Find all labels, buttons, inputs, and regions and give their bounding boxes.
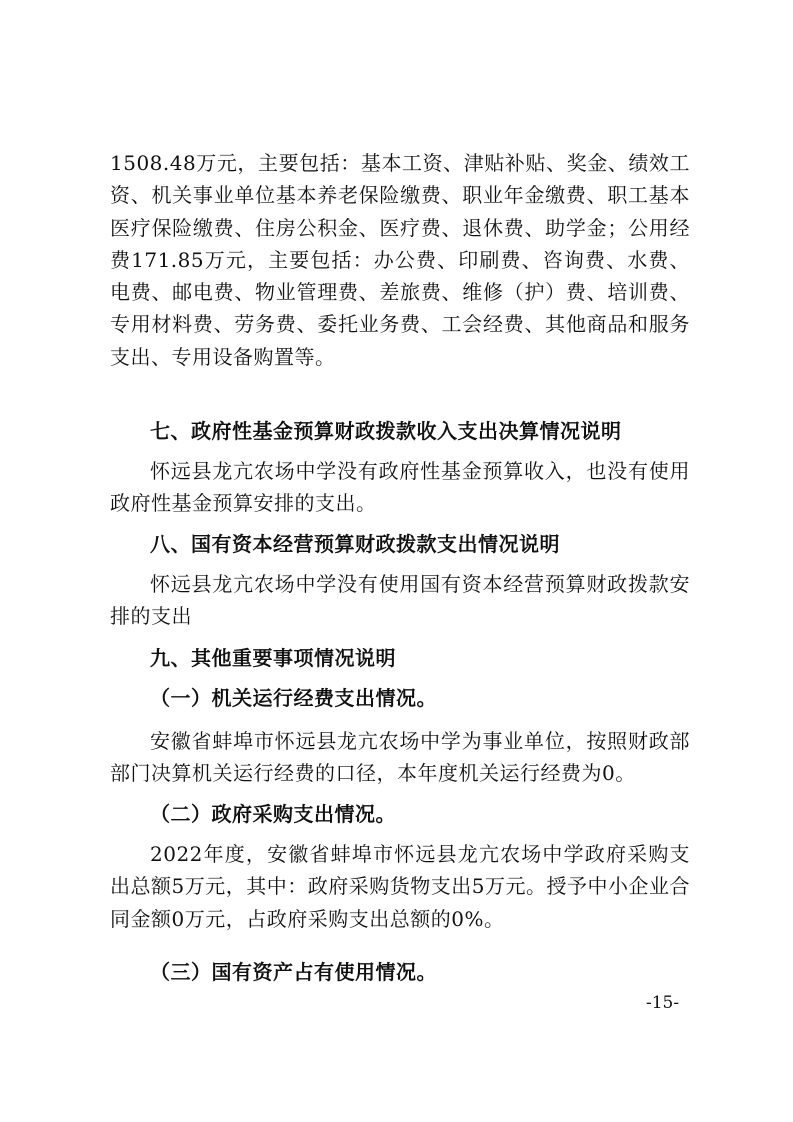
body-paragraph-subsection-2: 2022年度，安徽省蚌埠市怀远县龙亢农场中学政府采购支出总额5万元，其中：政府采购货物支出5万元。授予中小企业合同金额0万元，占政府采购支出总额的0%。 [110,842,690,931]
body-paragraph-subsection-1: 安徽省蚌埠市怀远县龙亢农场中学为事业单位，按照财政部部门决算机关运行经费的口径，本年度机关运行经费为0。 [110,729,690,786]
section-heading-9: 九、其他重要事项情况说明 [150,646,396,670]
page-number: -15- [646,993,680,1013]
section-heading-7: 七、政府性基金预算财政拨款收入支出决算情况说明 [150,419,622,443]
section-heading-8: 八、国有资本经营预算财政拨款支出情况说明 [150,532,560,556]
body-paragraph-section-8: 怀远县龙亢农场中学没有使用国有资本经营预算财政拨款安排的支出 [110,572,690,629]
subsection-heading-2: （二）政府采购支出情况。 [150,802,396,826]
body-paragraph-section-7: 怀远县龙亢农场中学没有政府性基金预算收入，也没有使用政府性基金预算安排的支出。 [110,459,690,516]
subsection-heading-3: （三）国有资产占有使用情况。 [150,960,437,984]
body-paragraph-personnel-expenses: 1508.48万元，主要包括：基本工资、津贴补贴、奖金、绩效工资、机关事业单位基本养老保险缴费、职业年金缴费、职工基本医疗保险缴费、住房公积金、医疗费、退休费、助学金；公用经费171.85万元，主要包括：办公费、印刷费、咨询费、水费、电费、邮电费、物业管理费、差旅费、维修（护）费、培训费、专用材料费、劳务费、委托业务费、工会经费、其他商品和服务支出、专用设备购置等。 [110,151,690,369]
subsection-heading-1: （一）机关运行经费支出情况。 [150,686,437,710]
